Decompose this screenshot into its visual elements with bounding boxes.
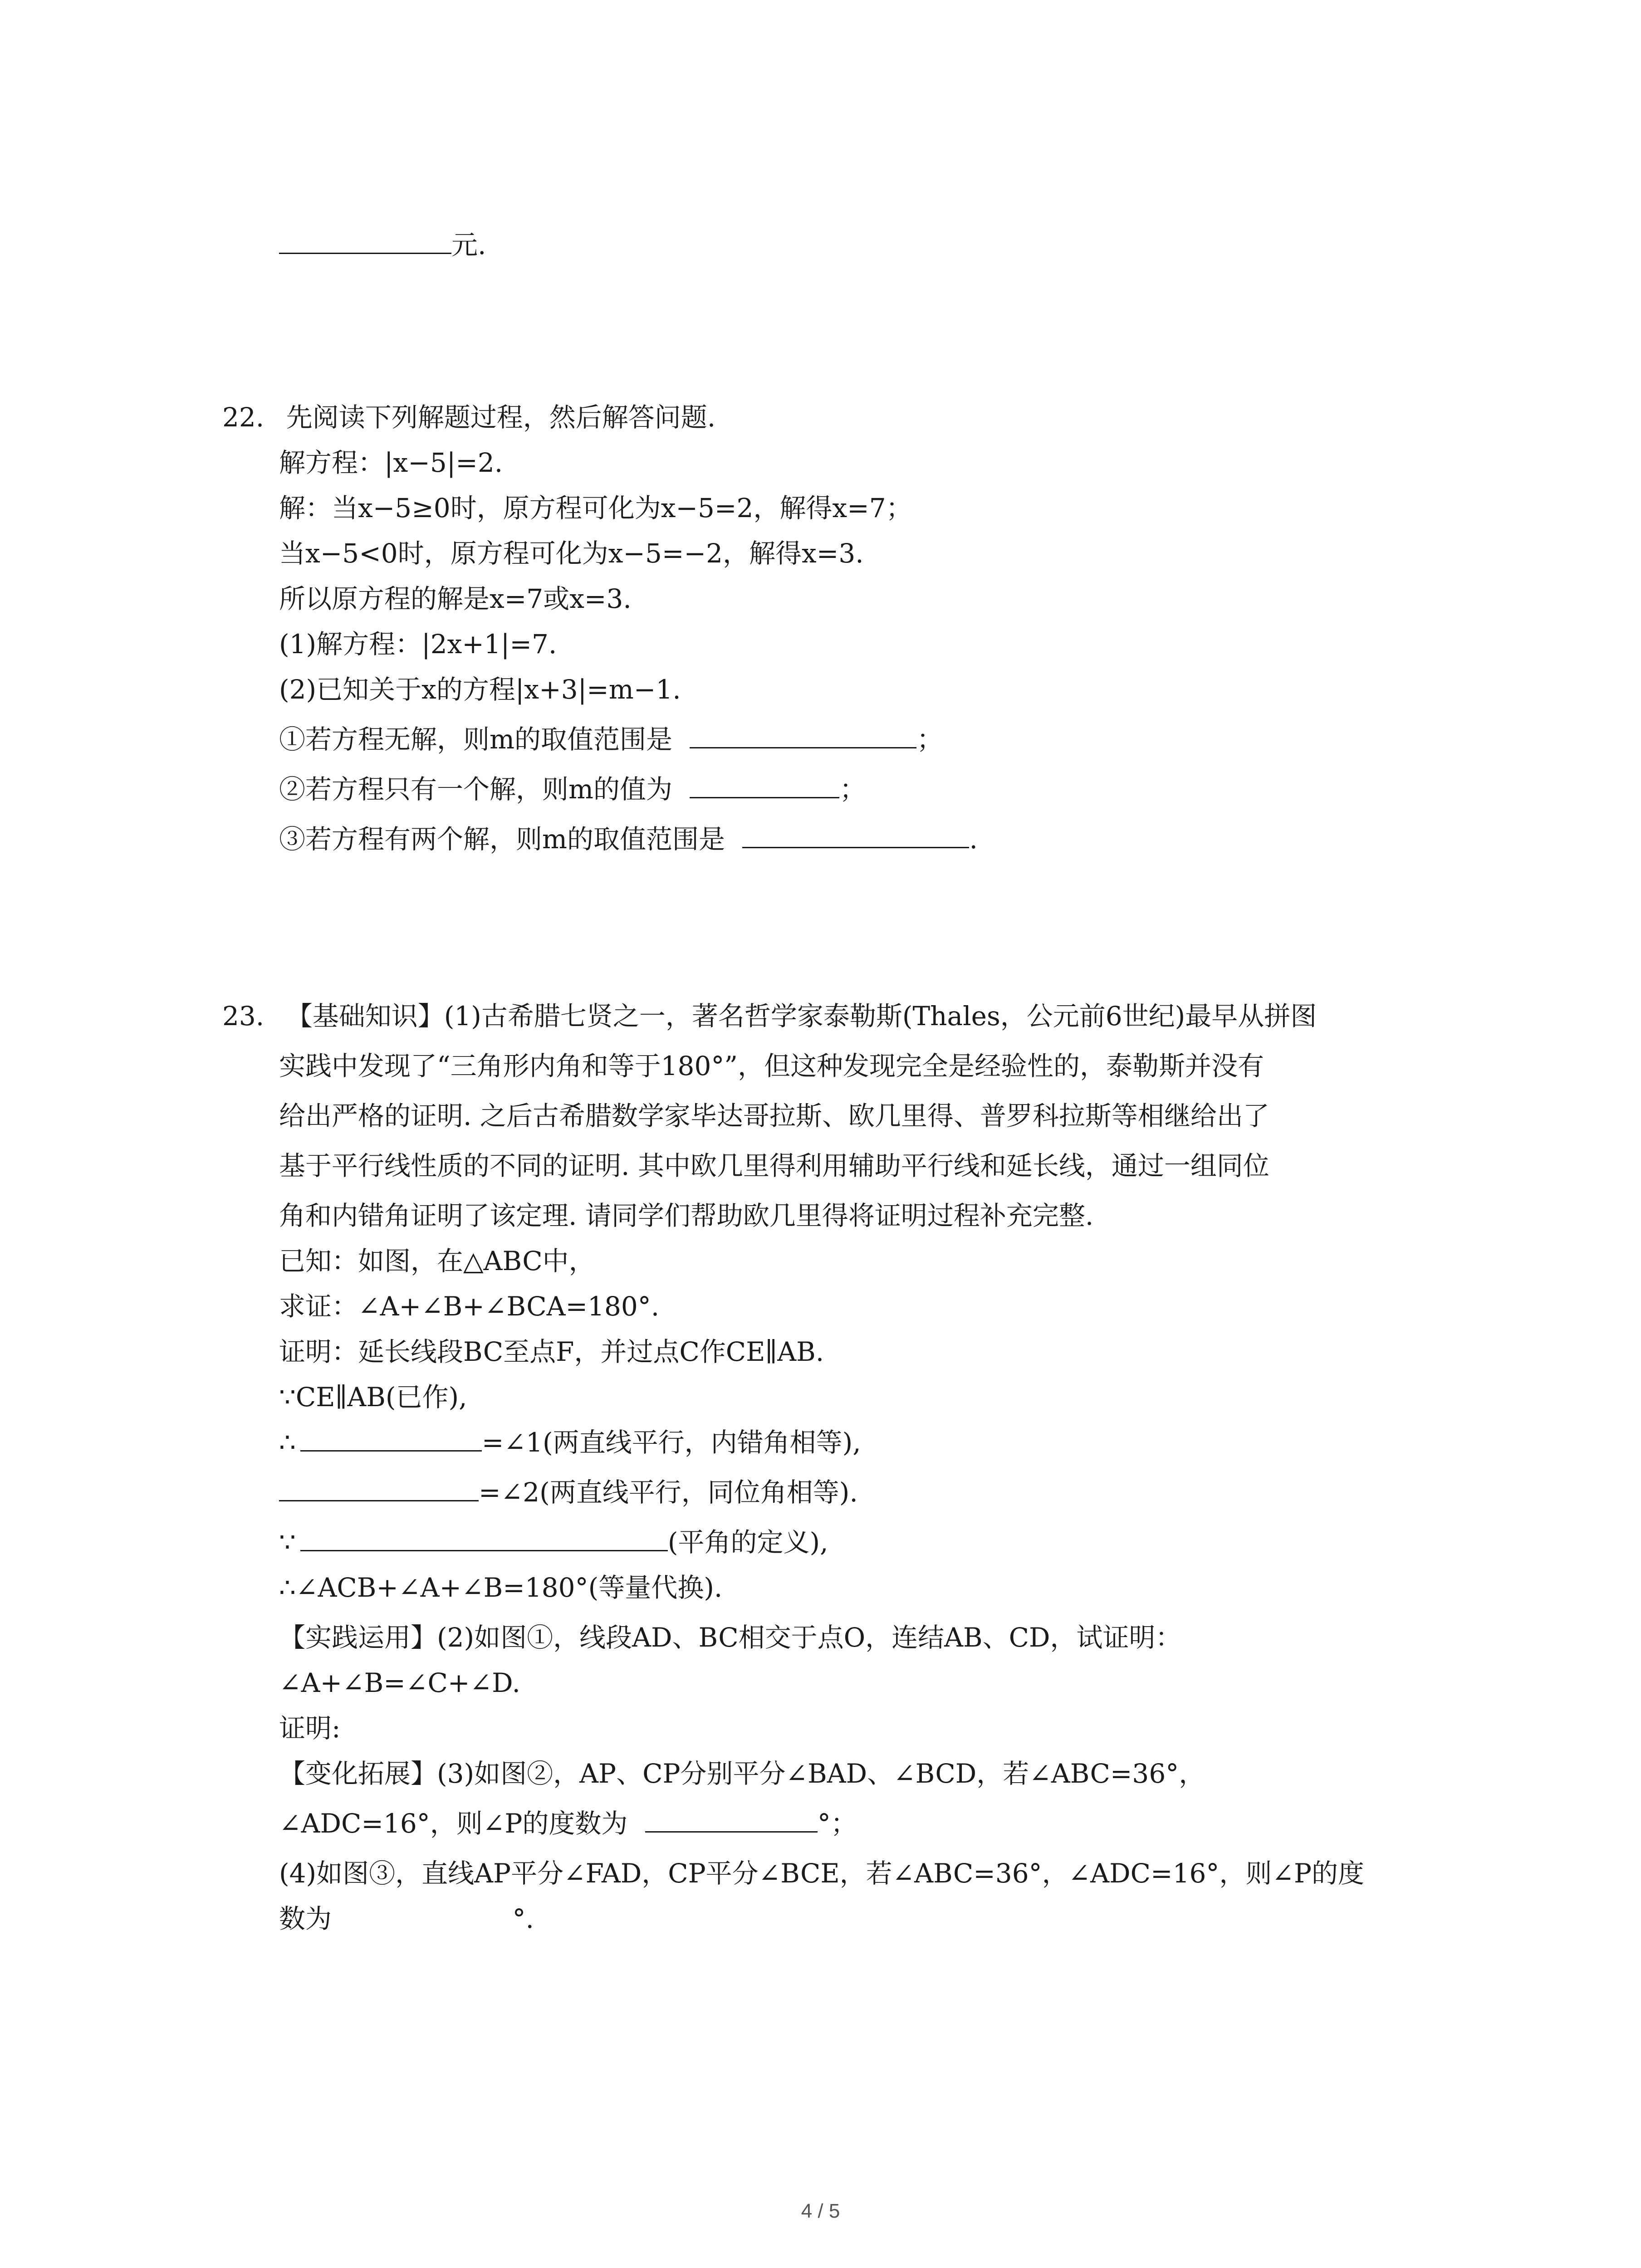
q23-practice-proof: 证明:	[279, 1713, 341, 1744]
q23-proof-c-blank[interactable]	[300, 1525, 668, 1551]
q23-ext-line3: (4)如图③，直线AP平分∠FAD，CP平分∠BCE，若∠ABC=36°，∠ADC=16°，则∠P的度	[279, 1858, 1365, 1889]
q22-sub1-blank[interactable]	[690, 722, 916, 748]
q23-proof-a-blank[interactable]	[300, 1425, 482, 1452]
q23-number: 23.	[222, 1001, 265, 1031]
q23-proof-b: =∠2(两直线平行，同位角相等).	[279, 1474, 858, 1510]
q23-proof-because: ∵CE∥AB(已作),	[279, 1382, 467, 1413]
q22-solution-line1: 解：当x−5≥0时，原方程可化为x−5=2，解得x=7；	[279, 493, 912, 523]
q22-solution-line2: 当x−5<0时，原方程可化为x−5=−2，解得x=3.	[279, 538, 864, 569]
q22-part2: (2)已知关于x的方程|x+3|=m−1.	[279, 674, 681, 705]
page-number: 4 / 5	[801, 2200, 840, 2222]
q23-ext-line1: 【变化拓展】(3)如图②，AP、CP分别平分∠BAD、∠BCD，若∠ABC=36°，	[279, 1758, 1205, 1789]
q23-proof-b-blank[interactable]	[279, 1475, 479, 1501]
q22-sub3-blank[interactable]	[742, 821, 969, 848]
q22-intro: 先阅读下列解题过程，然后解答问题.	[286, 402, 716, 433]
q23-given: 已知：如图，在△ABC中，	[279, 1246, 595, 1276]
q23-proof-d: ∴∠ACB+∠A+∠B=180°(等量代换).	[279, 1572, 723, 1603]
q23-proof-c: ∵ (平角的定义),	[279, 1524, 828, 1560]
q22-sub1: ①若方程无解，则m的取值范围是 ；	[279, 721, 943, 758]
q22-intro-line	[222, 399, 715, 435]
q23-practice-line2: ∠A+∠B=∠C+∠D.	[279, 1667, 520, 1698]
q23-proof-start: 证明：延长线段BC至点F，并过点C作CE∥AB.	[279, 1336, 824, 1367]
q23-ext-line4: 数为 °.	[279, 1903, 534, 1934]
q23-text-line: 角和内错角证明了该定理. 请同学们帮助欧几里得将证明过程补充完整.	[279, 1200, 1094, 1231]
q23-text-line: 基于平行线性质的不同的证明. 其中欧几里得利用辅助平行线和延长线，通过一组同位	[279, 1150, 1269, 1181]
q23-first-line: 23. 【基础知识】(1)古希腊七贤之一，著名哲学家泰勒斯(Thales，公元前6世纪)最早从拼图	[222, 1001, 1317, 1031]
q22-solution-line3: 所以原方程的解是x=7或x=3.	[279, 583, 632, 614]
q22-sub2: ②若方程只有一个解，则m的值为 ；	[279, 771, 866, 807]
answer-line-prev: 元.	[279, 227, 486, 263]
q22-part1: (1)解方程：|2x+1|=7.	[279, 629, 557, 660]
q22-example-equation: 解方程：|x−5|=2.	[279, 447, 503, 478]
q22-sub3: ③若方程有两个解，则m的取值范围是 .	[279, 821, 978, 857]
q22-sub2-blank[interactable]	[690, 772, 839, 798]
q22-number: 22.	[222, 402, 265, 433]
q23-ext-line2: ∠ADC=16°，则∠P的度数为 °；	[279, 1805, 857, 1842]
q23-to-prove: 求证：∠A+∠B+∠BCA=180°.	[279, 1291, 660, 1322]
answer-blank[interactable]	[279, 227, 451, 254]
q23-text-line: 给出严格的证明. 之后古希腊数学家毕达哥拉斯、欧几里得、普罗科拉斯等相继给出了	[279, 1100, 1269, 1131]
q23-proof-a: ∴ =∠1(两直线平行，内错角相等),	[279, 1424, 861, 1461]
q23-text-line: 实践中发现了“三角形内角和等于180°”，但这种发现完全是经验性的，泰勒斯并没有	[279, 1051, 1264, 1081]
q23-ext-blank-3[interactable]	[645, 1806, 818, 1833]
q23-practice-line1: 【实践运用】(2)如图①，线段AD、BC相交于点O，连结AB、CD，试证明：	[279, 1622, 1182, 1653]
